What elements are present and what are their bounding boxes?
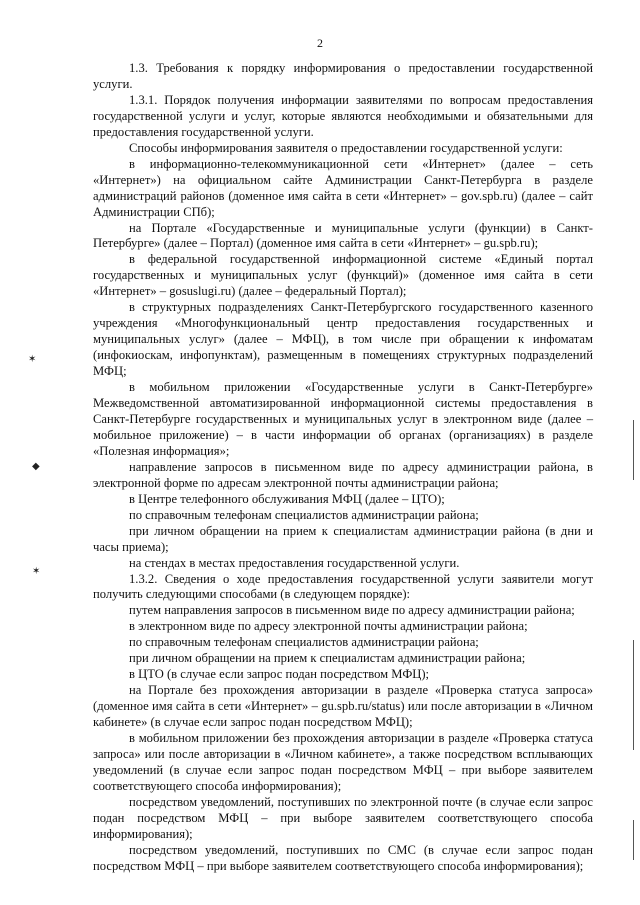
scan-mark: ✶	[32, 566, 41, 577]
paragraph: в Центре телефонного обслуживания МФЦ (далее – ЦТО);	[129, 491, 445, 506]
paragraph: в информационно-телекоммуникационной сети «Интернет» (далее – сеть «Интернет») на официальном сайте Администрации Санкт-Петербурга в разделе администраций районов (доменное имя сайта в сети «Интернет» – gov.spb.ru) (далее – сайт Администрации СПб);	[93, 156, 593, 219]
paragraph: при личном обращении на прием к специалистам администрации района;	[129, 651, 526, 666]
paragraph: в мобильном приложении «Государственные услуги в Санкт-Петербурге» Межведомственной автоматизированной информационной системы предоставления в Санкт-Петербурге государственных и муниципальных услуг в электронном виде (далее – мобильное приложение) – в части информации об органах (организациях) в разделе «Полезная информация»;	[93, 380, 593, 458]
paragraph: на Портале без прохождения авторизации в разделе «Проверка статуса запроса» (доменное имя сайта в сети «Интернет» – gu.spb.ru/status) или после авторизации в «Личном кабинете» (в случае если запрос подан посредством МФЦ);	[93, 683, 593, 730]
paragraph: в федеральной государственной информационной системе «Единый портал государственных и муниципальных услуг (функций)» (доменное имя сайта в сети «Интернет» – gosuslugi.ru) (далее – федеральный Портал);	[93, 252, 593, 299]
paragraph: по справочным телефонам специалистов администрации района;	[129, 635, 479, 650]
page-number: 2	[317, 36, 323, 50]
paragraph: посредством уведомлений, поступивших по СМС (в случае если запрос подан посредством МФЦ – при выборе заявителем соответствующего способа информирования);	[93, 842, 593, 873]
scan-edge-line	[633, 420, 634, 480]
paragraph: в ЦТО (в случае если запрос подан посредством МФЦ);	[129, 667, 430, 682]
paragraph: направление запросов в письменном виде по адресу администрации района, в электронной форме по адресам электронной почты администрации района;	[93, 459, 593, 490]
scan-mark: ◆	[32, 461, 40, 472]
paragraph: по справочным телефонам специалистов администрации района;	[129, 507, 479, 522]
paragraph: посредством уведомлений, поступивших по электронной почте (в случае если запрос подан посредством МФЦ – при выборе заявителем соответствующего способа информирования);	[93, 794, 593, 841]
paragraph: на Портале «Государственные и муниципальные услуги (функции) в Санкт-Петербурге» (далее – Портал) (доменное имя сайта в сети «Интернет» – gu.spb.ru);	[93, 220, 593, 251]
paragraph: в структурных подразделениях Санкт-Петербургского государственного казенного учреждения «Многофункциональный центр предоставления государственных и муниципальных услуг» (далее – МФЦ), в том числе при обращении к инфоматам (инфокиоскам, инфопунктам), размещенным в помещениях структурных подразделений МФЦ;	[93, 300, 593, 379]
paragraph: в мобильном приложении без прохождения авторизации в разделе «Проверка статуса запроса» или после авторизации в «Личном кабинете», а также посредством всплывающих уведомлений (в случае если запрос подан посредством МФЦ – при выборе заявителем соответствующего способа информирования);	[93, 731, 593, 793]
paragraph: путем направления запросов в письменном виде по адресу администрации района;	[129, 603, 575, 618]
document-body	[93, 61, 593, 875]
scan-edge-line	[633, 820, 634, 860]
paragraph: на стендах в местах предоставления государственной услуги.	[129, 555, 460, 570]
paragraph: при личном обращении на прием к специалистам администрации района (в дни и часы приема);	[93, 523, 593, 554]
paragraph: в электронном виде по адресу электронной почты администрации района;	[129, 619, 528, 634]
paragraph: 1.3. Требования к порядку информирования о предоставлении государственной услуги.	[93, 61, 593, 91]
paragraph: 1.3.1. Порядок получения информации заявителями по вопросам предоставления государственной услуги и услуг, которые являются необходимыми и обязательными для предоставления государственной услуги.	[93, 92, 593, 139]
scan-mark: ✶	[28, 354, 37, 365]
paragraph: Способы информирования заявителя о предоставлении государственной услуги:	[129, 140, 563, 155]
scan-edge-line	[633, 640, 634, 750]
paragraph: 1.3.2. Сведения о ходе предоставления государственной услуги заявители могут получить следующими способами (в следующем порядке):	[93, 571, 593, 602]
